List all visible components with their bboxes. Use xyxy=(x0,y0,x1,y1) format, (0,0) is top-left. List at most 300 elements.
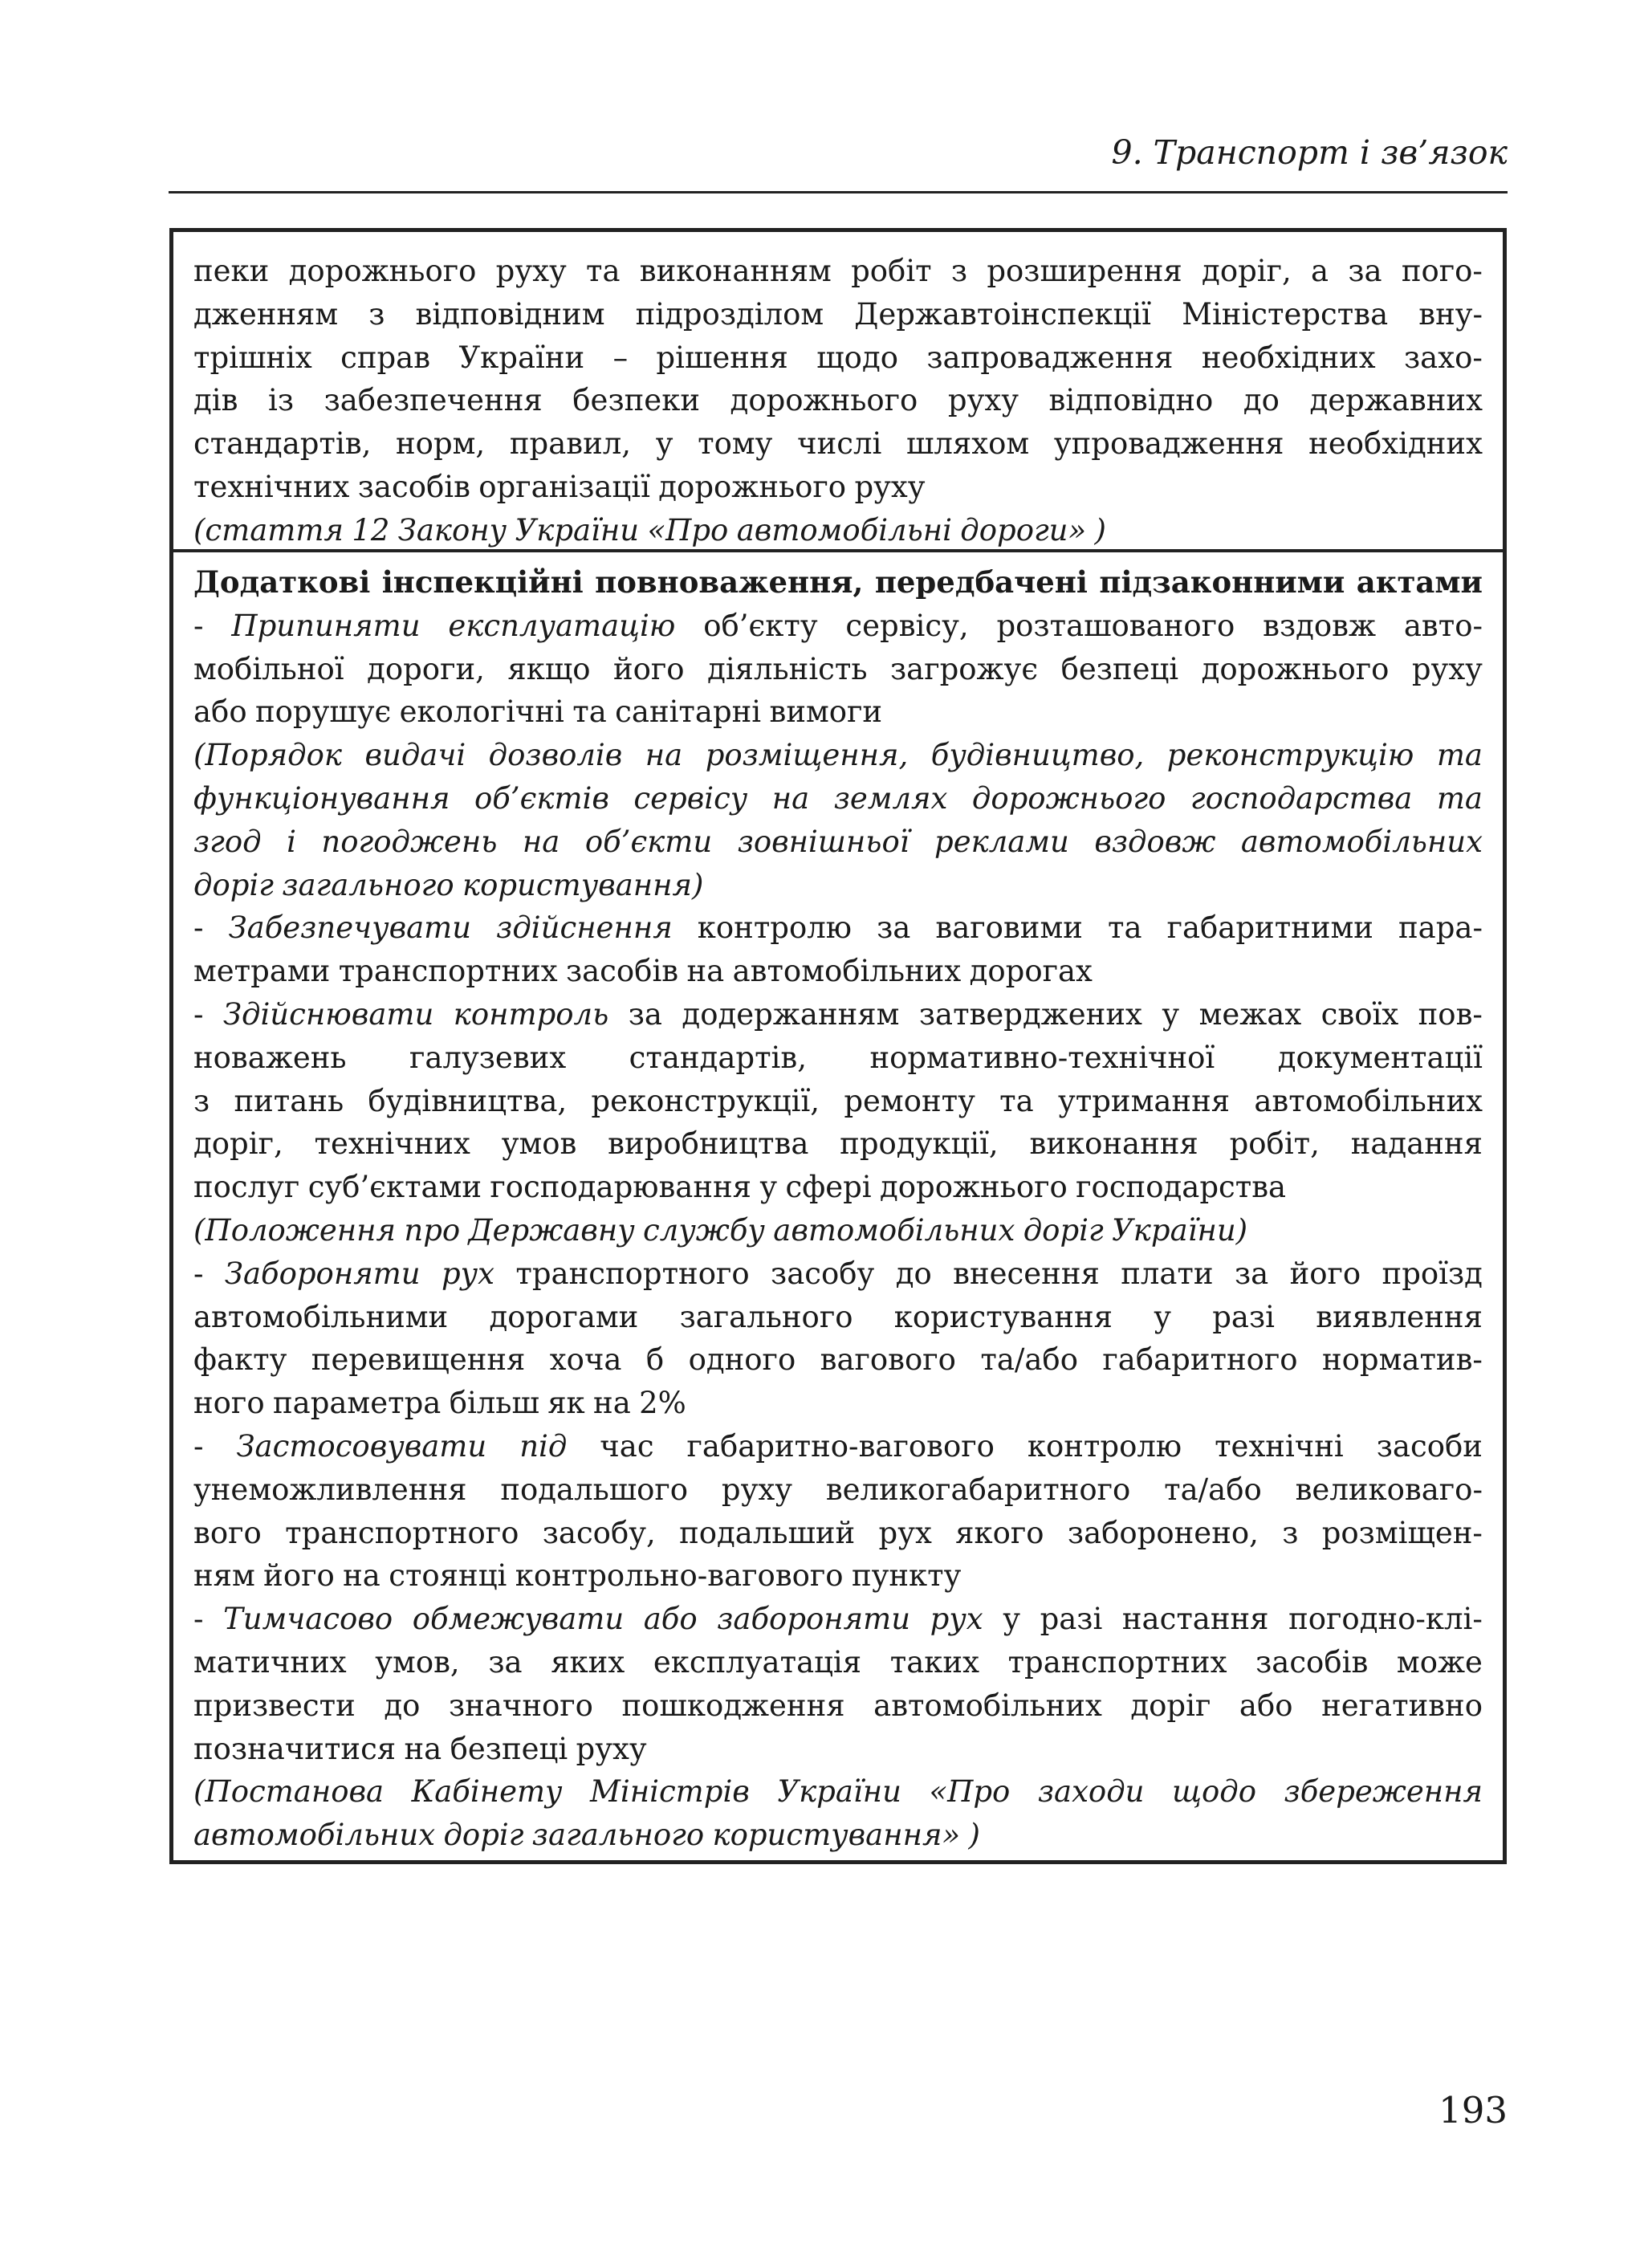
word: засоби xyxy=(1376,1428,1483,1464)
row-divider xyxy=(173,549,1503,552)
word: проїзд xyxy=(1382,1256,1483,1291)
word: та xyxy=(999,1083,1034,1118)
word: засобів xyxy=(1255,1644,1369,1680)
text-line xyxy=(193,1252,1483,1296)
word: або xyxy=(1239,1688,1293,1723)
word: ) xyxy=(1094,512,1106,548)
word: екологічні xyxy=(399,694,564,730)
word: метрами xyxy=(193,954,331,989)
word: 12 xyxy=(352,512,390,548)
text-line xyxy=(193,1036,1483,1080)
text-line xyxy=(193,1296,1483,1339)
word: у xyxy=(759,1170,778,1205)
word: (Положення xyxy=(193,1212,397,1248)
word: автомобільних xyxy=(1240,824,1483,859)
word: за xyxy=(877,910,911,946)
word: з xyxy=(368,296,385,332)
word: документації xyxy=(1277,1040,1483,1075)
word: б xyxy=(645,1342,665,1378)
word: межах xyxy=(1198,996,1302,1032)
word: автомобільні xyxy=(736,512,952,548)
word: заборонено, xyxy=(1067,1515,1259,1550)
legal-table xyxy=(169,228,1507,1864)
word: якщо xyxy=(507,651,591,686)
word: факту xyxy=(193,1342,287,1378)
word: «Про xyxy=(929,1774,1011,1810)
word: пошкодження xyxy=(621,1688,845,1723)
word: ) xyxy=(968,1818,980,1853)
word: дороги» xyxy=(960,512,1087,548)
word: дів xyxy=(193,383,238,418)
word: України xyxy=(777,1774,901,1810)
word: загального xyxy=(531,1818,705,1853)
word: габаритного xyxy=(1102,1342,1298,1378)
word: на xyxy=(593,1386,631,1421)
citation-line xyxy=(193,1814,1483,1857)
word: Міністерства xyxy=(1182,296,1389,332)
word: господарювання xyxy=(490,1170,752,1205)
text-line xyxy=(193,1425,1483,1468)
text-line xyxy=(193,690,1483,734)
word: Міністрів xyxy=(590,1774,750,1810)
word: інспекційні xyxy=(381,564,584,600)
word: контролю xyxy=(1027,1428,1182,1464)
word: руху xyxy=(576,1731,647,1766)
word: Забезпечувати xyxy=(228,910,472,946)
word: нормативно-технічної xyxy=(869,1040,1215,1075)
word: автомобільними xyxy=(193,1299,449,1334)
word: дорогами xyxy=(489,1299,639,1334)
text-line xyxy=(193,1641,1483,1684)
word: до xyxy=(384,1688,421,1723)
word: мобільної xyxy=(193,651,344,686)
text-line xyxy=(193,1382,1483,1425)
word: - xyxy=(193,608,204,643)
text-line xyxy=(193,379,1483,422)
word: засобів xyxy=(357,469,470,504)
word: разі xyxy=(1040,1602,1103,1637)
word: додержанням xyxy=(682,996,900,1032)
word: автомобільних xyxy=(873,1688,1102,1723)
text-line xyxy=(193,250,1483,293)
word: доріг xyxy=(1130,1688,1211,1723)
word: та/або xyxy=(1164,1472,1262,1507)
word: руху xyxy=(721,1472,792,1507)
text-line xyxy=(193,1080,1483,1123)
text-line xyxy=(193,1166,1483,1209)
word: за xyxy=(488,1644,523,1680)
word: об’єктів xyxy=(474,780,609,816)
citation-line xyxy=(193,509,1483,552)
word: необхідних xyxy=(1308,426,1483,462)
word: пара- xyxy=(1398,910,1483,946)
citation-line xyxy=(193,820,1483,864)
citation-line xyxy=(193,1209,1483,1252)
word: пеки xyxy=(193,254,270,288)
word: дозволів xyxy=(488,738,623,773)
word: автомобільних xyxy=(773,1212,1015,1248)
word: згод xyxy=(193,824,262,859)
word: призвести xyxy=(193,1688,356,1723)
word: у xyxy=(655,426,673,462)
word: трішніх xyxy=(193,340,312,375)
word: повноваження, xyxy=(595,564,864,600)
citation-line xyxy=(193,1770,1483,1814)
word: заходи xyxy=(1037,1774,1145,1810)
word: до xyxy=(895,1256,932,1291)
word: погоджень xyxy=(321,824,498,859)
word: або xyxy=(643,1602,698,1637)
word: експлуатацію xyxy=(448,608,676,643)
word: із xyxy=(268,383,295,418)
word: під xyxy=(519,1428,568,1464)
word: значного xyxy=(448,1688,593,1723)
word: його xyxy=(1289,1256,1361,1291)
word: рух xyxy=(441,1256,494,1291)
text-line xyxy=(193,1122,1483,1166)
word: подальшого xyxy=(500,1472,689,1507)
word: галузевих xyxy=(409,1040,567,1075)
word: вну- xyxy=(1418,296,1483,332)
word: унеможливлення xyxy=(193,1472,467,1507)
word: Застосовувати xyxy=(236,1428,487,1464)
word: його xyxy=(612,651,685,686)
word: затверджених xyxy=(918,996,1142,1032)
text-line xyxy=(193,293,1483,336)
word: реконструкцію xyxy=(1166,738,1414,773)
word: державних xyxy=(1309,383,1483,418)
word: параметра xyxy=(272,1386,442,1421)
word: рух xyxy=(930,1602,983,1637)
word: транспортних xyxy=(338,954,558,989)
word: та/або xyxy=(980,1342,1078,1378)
word: або xyxy=(193,694,247,730)
word: стандартів, xyxy=(193,426,372,462)
text-line xyxy=(193,950,1483,993)
word: у xyxy=(1003,1602,1020,1637)
word: тому xyxy=(698,426,773,462)
word: якого xyxy=(955,1515,1044,1550)
word: руху xyxy=(854,469,926,504)
word: дорожнього xyxy=(880,1170,1068,1205)
word: Закону xyxy=(397,512,507,548)
text-line xyxy=(193,1598,1483,1641)
word: розміщен- xyxy=(1321,1515,1483,1550)
word: подальший xyxy=(679,1515,856,1550)
word: України xyxy=(458,340,585,375)
word: великогабаритного xyxy=(825,1472,1131,1507)
word: ням xyxy=(193,1558,255,1594)
word: справ xyxy=(340,340,431,375)
word: і xyxy=(287,824,296,859)
word: підзаконними xyxy=(1099,564,1345,600)
word: контрольно-вагового xyxy=(515,1558,844,1594)
word: у xyxy=(1162,996,1180,1032)
word: стандартів, xyxy=(629,1040,807,1075)
word: виконання xyxy=(1029,1126,1198,1162)
word: а xyxy=(1311,254,1329,288)
word: з xyxy=(193,1083,210,1118)
word: реконструкції, xyxy=(591,1083,820,1118)
word: Додаткові xyxy=(193,564,371,600)
word: перевищення xyxy=(311,1342,526,1378)
word: ремонту xyxy=(844,1083,975,1118)
text-line xyxy=(193,1338,1483,1382)
word: функціонування xyxy=(193,780,450,816)
word: габаритно-вагового xyxy=(686,1428,995,1464)
word: об’єкти xyxy=(584,824,713,859)
word: - xyxy=(193,910,204,946)
word: автомобільних xyxy=(193,1818,436,1853)
word: негативно xyxy=(1321,1688,1483,1723)
word: доріг xyxy=(193,867,274,902)
word: безпеці xyxy=(1060,651,1179,686)
word: будівництво, xyxy=(930,738,1145,773)
word: за xyxy=(1348,254,1382,288)
word: за xyxy=(628,996,662,1032)
word: 2% xyxy=(639,1386,686,1421)
word: - xyxy=(193,1602,204,1637)
word: відповідно xyxy=(1048,383,1214,418)
word: збереження xyxy=(1284,1774,1483,1810)
running-head: 9. Транспорт і зв’язок xyxy=(1111,133,1508,172)
word: транспортного xyxy=(515,1256,750,1291)
word: суб’єктами xyxy=(307,1170,482,1205)
word: розширення xyxy=(987,254,1182,288)
word: - xyxy=(193,996,204,1032)
word: сервісу, xyxy=(845,608,969,643)
word: щодо xyxy=(816,340,898,375)
word: доріг, xyxy=(193,1126,283,1162)
word: Здійснювати xyxy=(222,996,434,1032)
word: позначитися xyxy=(193,1731,397,1766)
word: час xyxy=(600,1428,654,1464)
word: та xyxy=(1436,738,1483,773)
text-line xyxy=(193,648,1483,691)
word: правил, xyxy=(509,426,632,462)
word: послуг xyxy=(193,1170,300,1205)
word: технічних xyxy=(193,469,350,504)
word: рух xyxy=(878,1515,932,1550)
word: руху xyxy=(495,254,567,288)
word: доріг xyxy=(443,1818,524,1853)
word: хоча xyxy=(549,1342,622,1378)
word: та xyxy=(1436,780,1483,816)
word: на xyxy=(343,1558,380,1594)
word: руху xyxy=(947,383,1019,418)
word: передбачені xyxy=(874,564,1088,600)
table-cell-law xyxy=(193,250,1483,552)
word: (Постанова xyxy=(193,1774,385,1810)
word: (стаття xyxy=(193,512,344,548)
word: Припиняти xyxy=(231,608,421,643)
word: виробництва xyxy=(608,1126,809,1162)
word: дороги, xyxy=(367,651,485,686)
word: загального xyxy=(282,867,454,902)
word: (Порядок xyxy=(193,738,342,773)
text-line xyxy=(193,422,1483,466)
word: великоваго- xyxy=(1295,1472,1483,1507)
word: дорожнього xyxy=(730,383,918,418)
text-line xyxy=(193,1684,1483,1728)
citation-line xyxy=(193,777,1483,820)
word: доріг xyxy=(1023,1212,1104,1248)
table-cell-bylaws xyxy=(193,561,1483,1857)
text-line xyxy=(193,336,1483,380)
word: об’єкту xyxy=(703,608,818,643)
word: службу xyxy=(643,1212,765,1248)
word: матичних xyxy=(193,1644,347,1680)
word: загального xyxy=(679,1299,853,1334)
word: дорожнього xyxy=(288,254,477,288)
word: ваговими xyxy=(935,910,1083,946)
word: надання xyxy=(1350,1126,1483,1162)
word: вого xyxy=(193,1515,262,1550)
word: норм, xyxy=(396,426,486,462)
word: виконанням xyxy=(639,254,832,288)
word: контролю xyxy=(697,910,852,946)
cell-heading xyxy=(193,561,1483,605)
word: стоянці xyxy=(389,1558,507,1594)
word: руху xyxy=(1411,651,1483,686)
word: його xyxy=(263,1558,335,1594)
word: сервісу xyxy=(633,780,748,816)
text-line xyxy=(193,1512,1483,1555)
word: на xyxy=(522,824,560,859)
word: вимоги xyxy=(769,694,883,730)
text-line xyxy=(193,605,1483,648)
word: ного xyxy=(193,1386,265,1421)
word: розташованого xyxy=(996,608,1235,643)
word: плати xyxy=(1121,1256,1214,1291)
word: - xyxy=(193,1428,204,1464)
word: дженням xyxy=(193,296,339,332)
word: підрозділом xyxy=(635,296,824,332)
word: транспортного xyxy=(285,1515,519,1550)
word: пункту xyxy=(851,1558,962,1594)
word: Державтоінспекції xyxy=(854,296,1151,332)
word: «Про xyxy=(647,512,729,548)
word: умов, xyxy=(375,1644,460,1680)
word: користування) xyxy=(462,867,704,902)
word: автомобільних xyxy=(732,954,962,989)
word: шляхом xyxy=(905,426,1030,462)
word: землях xyxy=(833,780,948,816)
word: разі xyxy=(1212,1299,1275,1334)
word: України xyxy=(515,512,640,548)
word: санітарні xyxy=(615,694,762,730)
word: забороняти xyxy=(717,1602,911,1637)
word: господарства xyxy=(1190,780,1413,816)
word: вздовж xyxy=(1094,824,1216,859)
word: необхідних xyxy=(1201,340,1376,375)
word: актами xyxy=(1356,564,1483,600)
word: засобів xyxy=(565,954,679,989)
word: дорожнього xyxy=(658,469,847,504)
text-line xyxy=(193,993,1483,1036)
word: продукції, xyxy=(840,1126,999,1162)
word: новажень xyxy=(193,1040,347,1075)
word: авто- xyxy=(1403,608,1483,643)
word: робіт xyxy=(851,254,932,288)
word: з xyxy=(950,254,968,288)
word: на xyxy=(645,738,683,773)
text-line xyxy=(193,1728,1483,1771)
word: утримання xyxy=(1057,1083,1231,1118)
citation-line xyxy=(193,864,1483,907)
word: може xyxy=(1396,1644,1483,1680)
word: відповідним xyxy=(415,296,605,332)
word: обмежувати xyxy=(412,1602,625,1637)
word: Державну xyxy=(468,1212,635,1248)
word: норматив- xyxy=(1321,1342,1483,1378)
word: на xyxy=(404,1731,442,1766)
word: користування xyxy=(893,1299,1113,1334)
citation-line xyxy=(193,734,1483,777)
word: настання xyxy=(1121,1602,1269,1637)
word: за xyxy=(1234,1256,1269,1291)
word: своїх xyxy=(1320,996,1399,1032)
word: виявлення xyxy=(1316,1299,1483,1334)
page-number: 193 xyxy=(1438,2089,1508,2132)
word: та xyxy=(572,694,607,730)
header-rule xyxy=(169,191,1508,193)
word: як xyxy=(547,1386,585,1421)
text-line xyxy=(193,466,1483,509)
word: розміщення, xyxy=(705,738,909,773)
word: Забороняти xyxy=(224,1256,421,1291)
word: числі xyxy=(797,426,882,462)
word: користування» xyxy=(712,1818,961,1853)
word: у xyxy=(1154,1299,1171,1334)
word: безпеки xyxy=(572,383,700,418)
word: про xyxy=(404,1212,461,1248)
text-line xyxy=(193,1468,1483,1512)
word: засобу, xyxy=(542,1515,656,1550)
word: - xyxy=(193,1256,204,1291)
word: організації xyxy=(478,469,650,504)
word: будівництва, xyxy=(368,1083,568,1118)
word: одного xyxy=(688,1342,796,1378)
word: здійснення xyxy=(496,910,673,946)
word: дорожнього xyxy=(971,780,1166,816)
word: до xyxy=(1243,383,1280,418)
word: захо- xyxy=(1404,340,1483,375)
word: дорожнього xyxy=(1201,651,1390,686)
word: питань xyxy=(234,1083,344,1118)
word: безпеці xyxy=(450,1731,568,1766)
word: Тимчасово xyxy=(223,1602,393,1637)
text-line xyxy=(193,906,1483,950)
word: – xyxy=(612,340,629,375)
word: сфері xyxy=(785,1170,872,1205)
word: транспортних xyxy=(1007,1644,1227,1680)
word: упровадження xyxy=(1053,426,1284,462)
word: доріг, xyxy=(1202,254,1292,288)
word: порушує xyxy=(254,694,392,730)
word: загрожує xyxy=(889,651,1039,686)
word: пов- xyxy=(1418,996,1483,1032)
word: зовнішньої xyxy=(737,824,909,859)
word: запровадження xyxy=(926,340,1174,375)
word: вагового xyxy=(820,1342,956,1378)
word: контроль xyxy=(453,996,609,1032)
word: щодо xyxy=(1172,1774,1257,1810)
word: габаритними xyxy=(1166,910,1373,946)
word: технічних xyxy=(314,1126,470,1162)
word: забезпечення xyxy=(324,383,543,418)
word: пого- xyxy=(1401,254,1483,288)
